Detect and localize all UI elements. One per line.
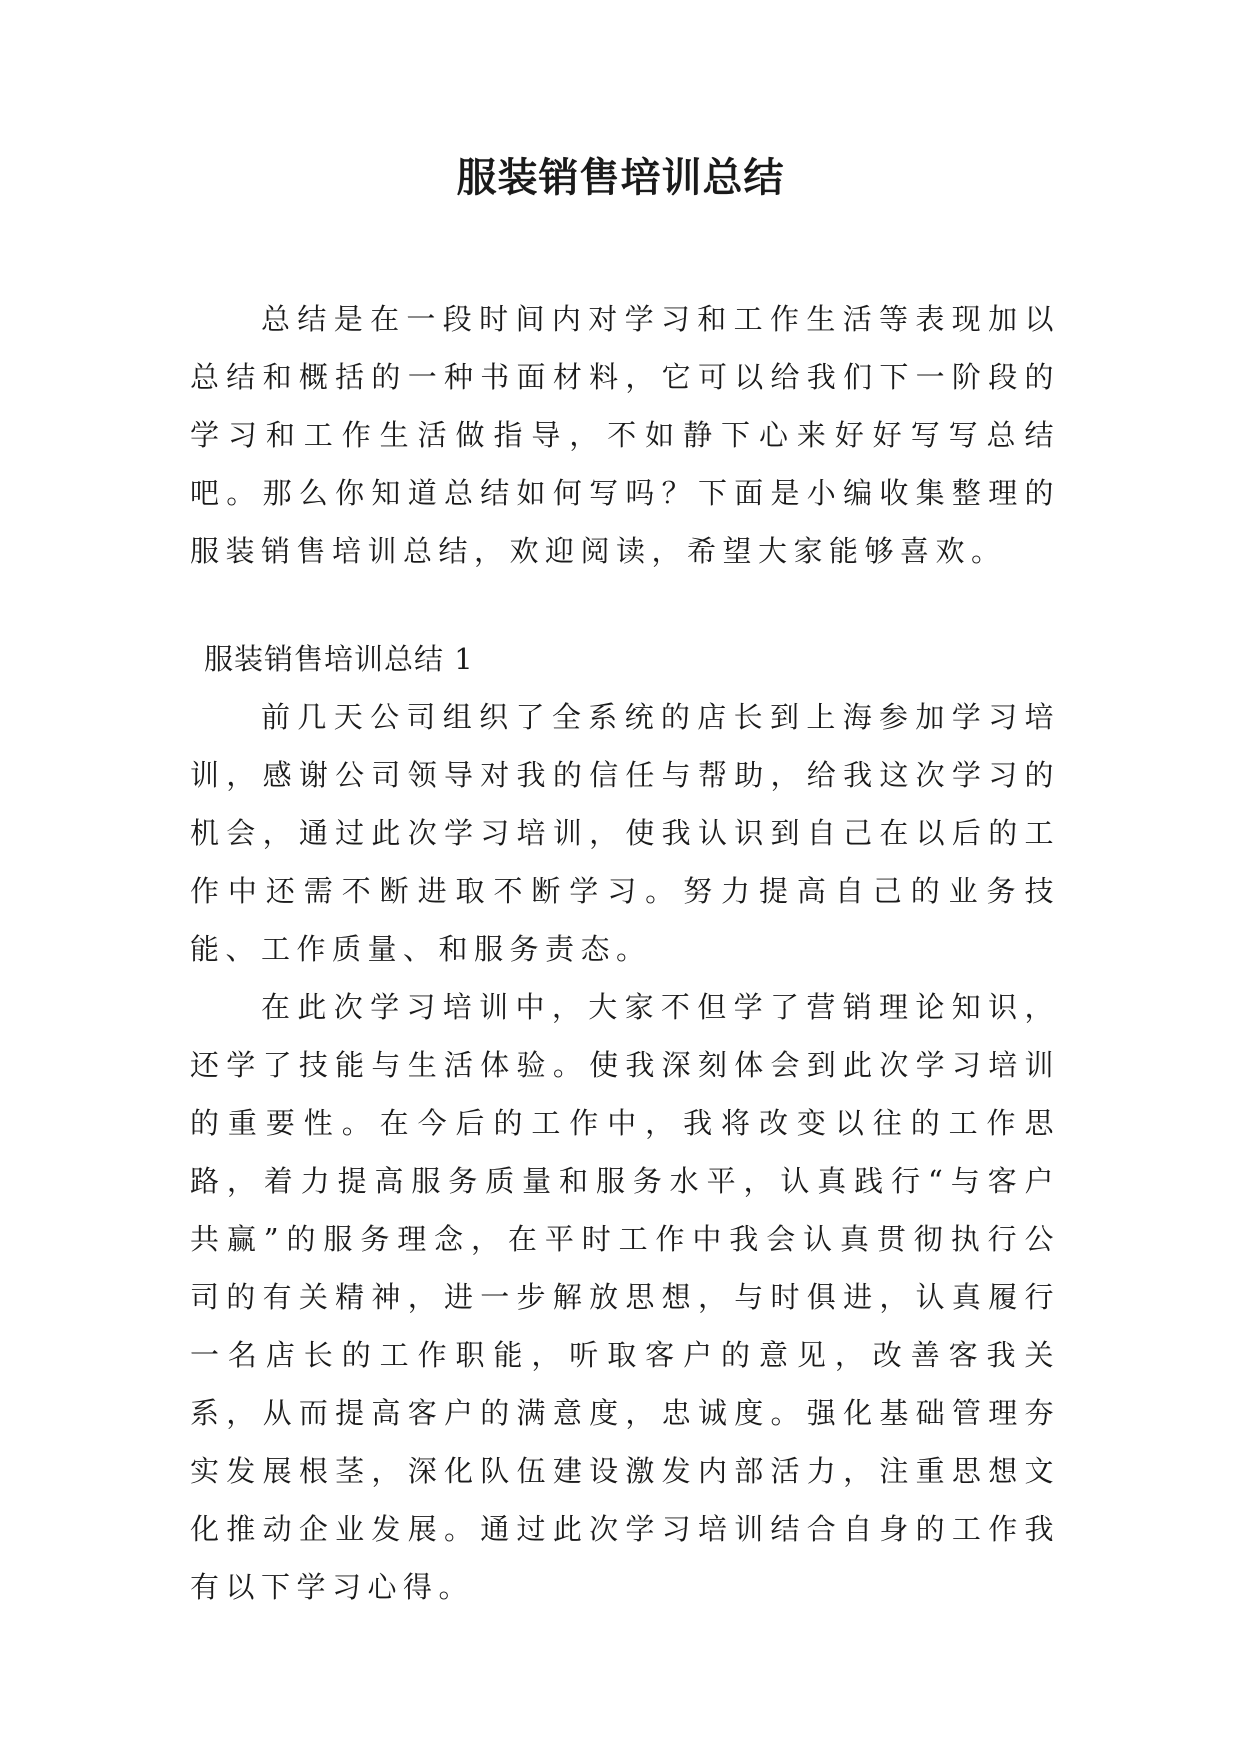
body-paragraph: 前几天公司组织了全系统的店长到上海参加学习培训，感谢公司领导对我的信任与帮助，给我这次学习的机会，通过此次学习培训，使我认识到自己在以后的工作中还需不断进取不断学习。努力提高自己的业务技能、工作质量、和服务责态。 bbox=[190, 700, 1060, 966]
body-paragraph: 在此次学习培训中，大家不但学了营销理论知识，还学了技能与生活体验。使我深刻体会到此次学习培训的重要性。在今后的工作中，我将改变以往的工作思路，着力提高服务质量和服务水平，认真践行“与客户共赢”的服务理念，在平时工作中我会认真贯彻执行公司的有关精神，进一步解放思想，与时俱进，认真履行一名店长的工作职能，听取客户的意见，改善客我关系，从而提高客户的满意度，忠诚度。强化基础管理夯实发展根茎，深化队伍建设激发内部活力，注重思想文化推动企业发展。通过此次学习培训结合自身的工作我有以下学习心得。 bbox=[190, 990, 1060, 1604]
document-title: 服装销售培训总结 bbox=[456, 155, 785, 201]
intro-paragraph: 总结是在一段时间内对学习和工作生活等表现加以总结和概括的一种书面材料，它可以给我们下一阶段的学习和工作生活做指导，不如静下心来好好写写总结吧。那么你知道总结如何写吗？下面是小编收集整理的 服装销售培训总结，欢迎阅读，希望大家能够喜欢。 bbox=[190, 302, 1060, 568]
section-heading: 服装销售培训总结 1 bbox=[204, 642, 474, 676]
document-body bbox=[190, 290, 1060, 1616]
